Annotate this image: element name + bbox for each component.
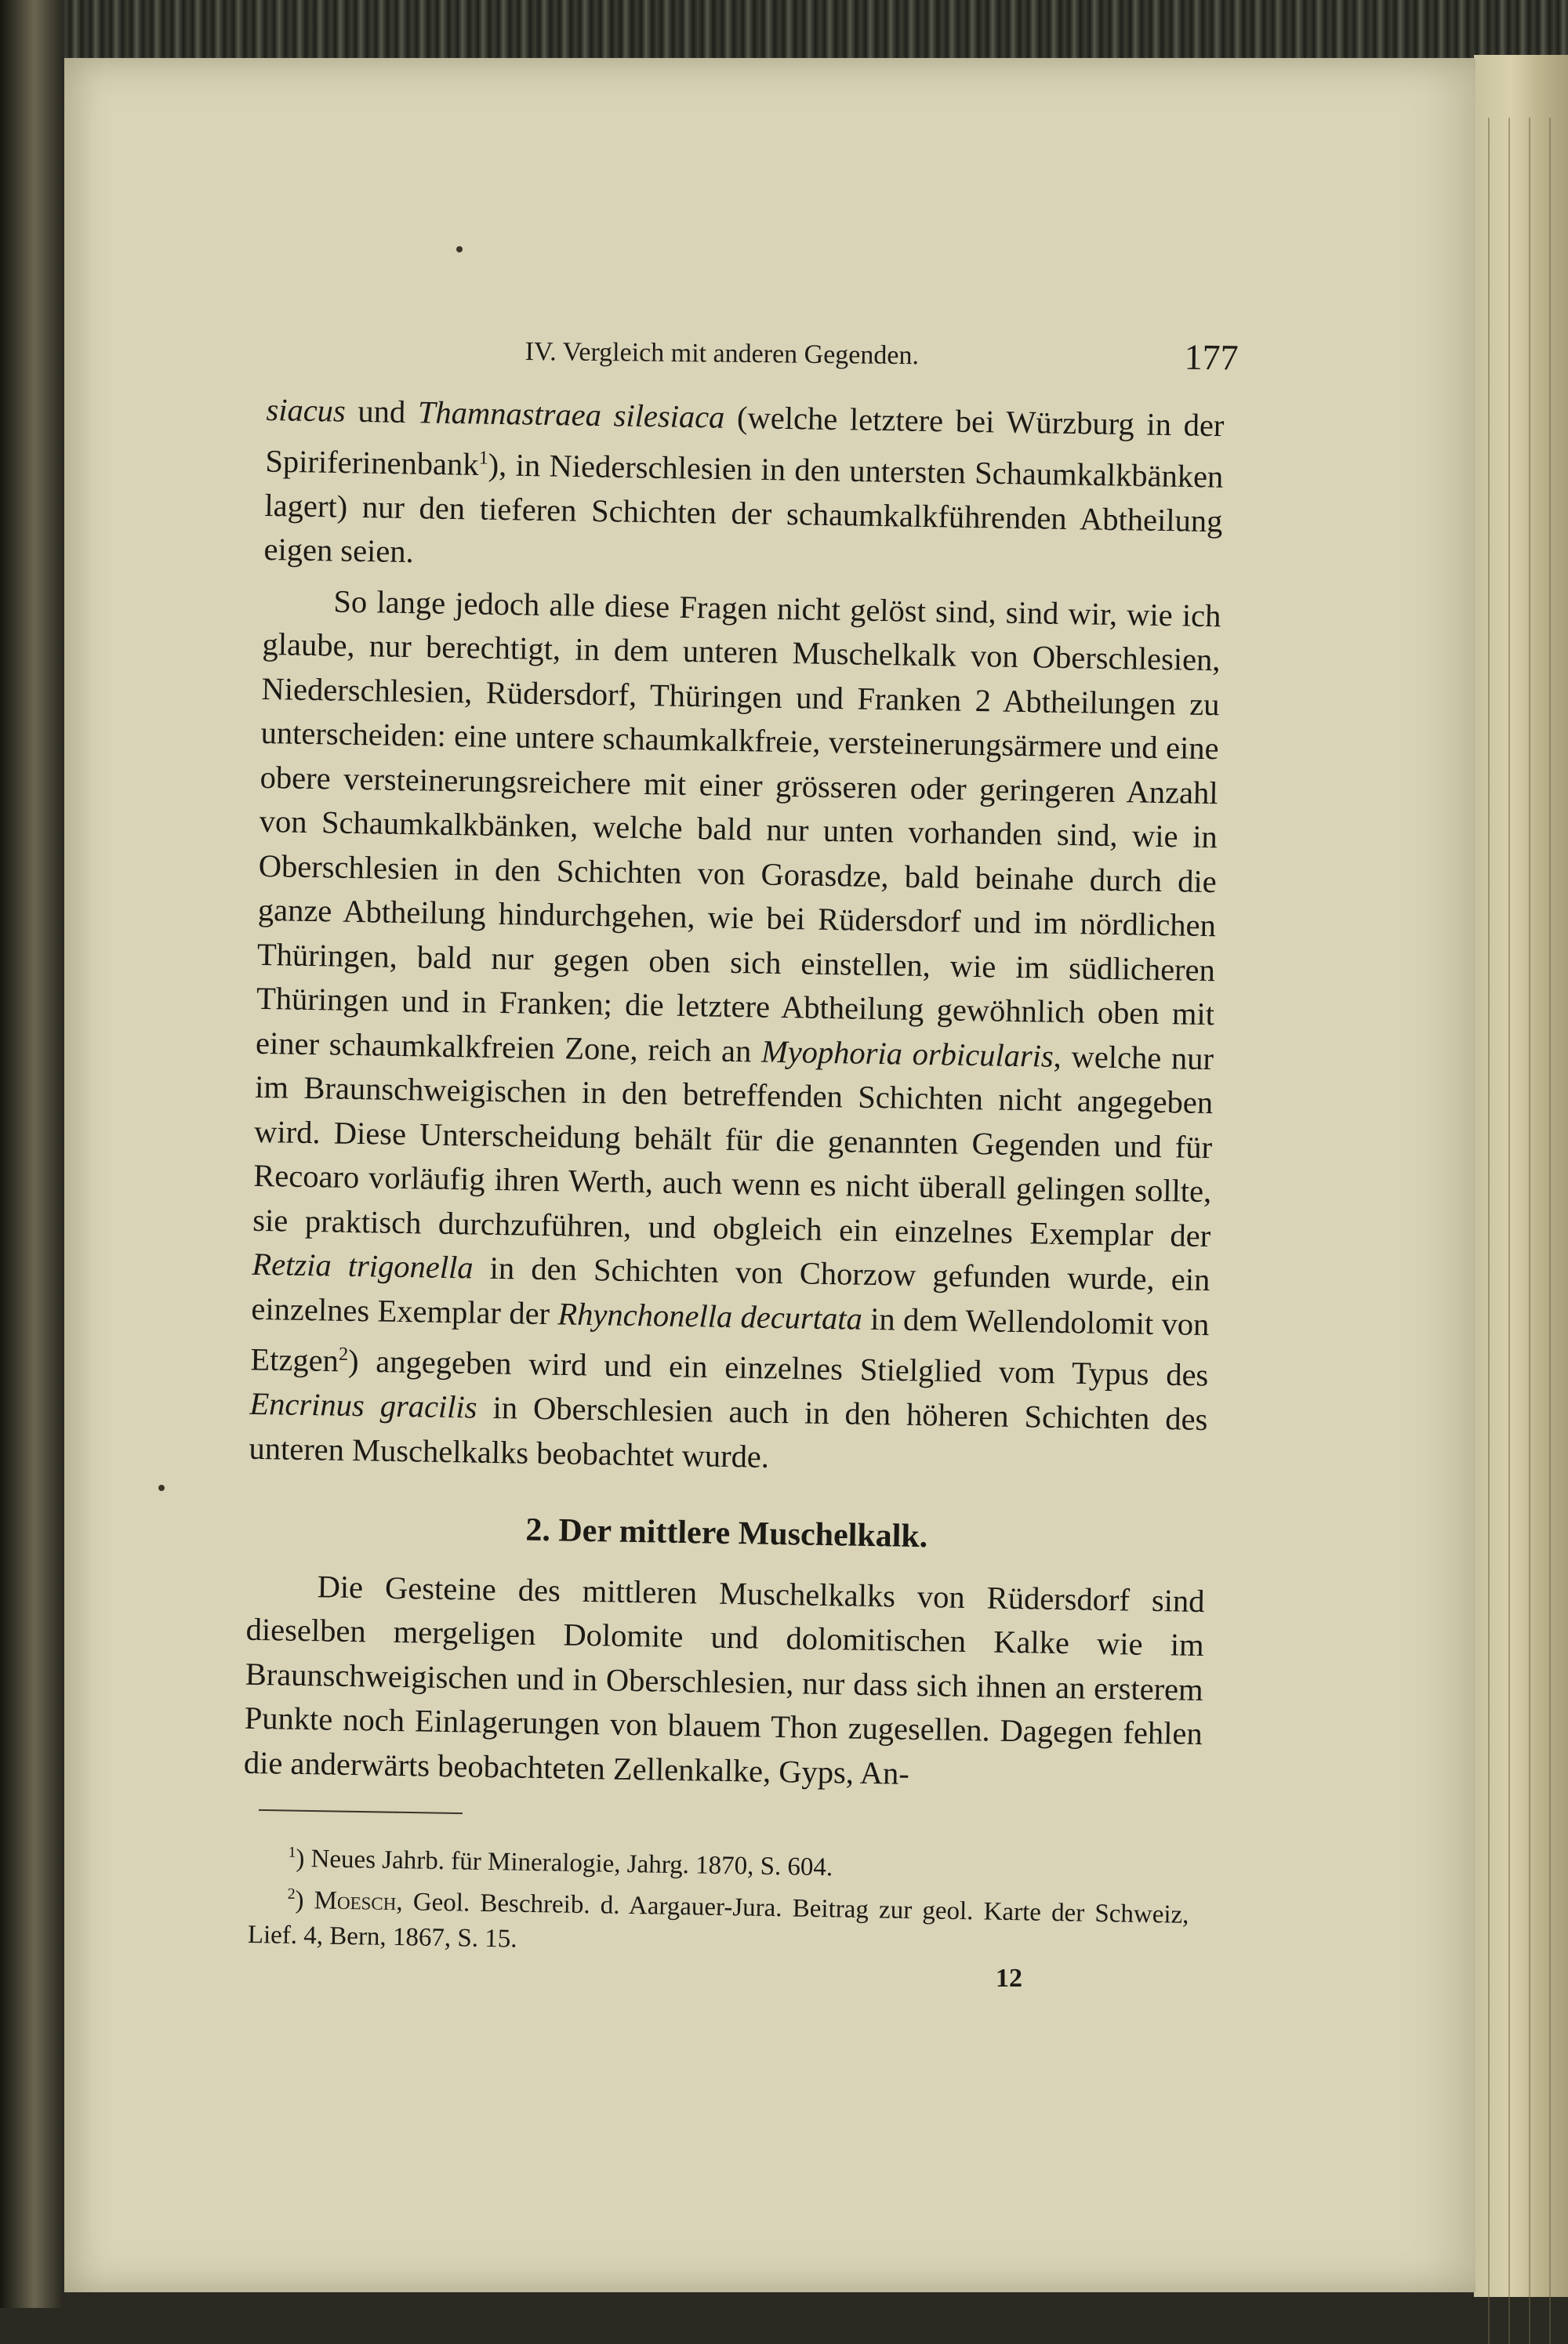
body-text bbox=[243, 388, 1224, 1801]
footnote-mark: 2 bbox=[338, 1343, 349, 1365]
page-edge-line bbox=[1529, 118, 1530, 2344]
text-run: , Geol. Beschreib. d. Aargauer-Jura. Beitrag zur geol. Karte der Schweiz, Lief. 4, Bern, 1867, S. 15. bbox=[247, 1888, 1189, 1954]
page-number: 177 bbox=[1184, 336, 1239, 378]
text-run: in dem Wellendolomit von Etzgen bbox=[250, 1301, 1210, 1379]
footnotes bbox=[247, 1834, 1189, 1968]
page-edge-line bbox=[1549, 118, 1551, 2344]
paragraph bbox=[263, 388, 1225, 588]
text-run: ) angegeben wird und ein einzelnes Stielglied vom Typus des bbox=[347, 1343, 1209, 1393]
running-head-title: IV. Vergleich mit anderen Gegenden. bbox=[524, 336, 920, 371]
text-run: Die Gesteine des mittleren Muschelkalks von Rüdersdorf sind dieselben mergeligen Dolomite und dolomitischen Kalke wie im Braunschweigischen und in Oberschlesien, nur dass sich ihnen an ersterem Punkte noch Einlagerungen von blauem Thon zugesellen. Dagegen fehlen die anderwärts beobachteten Zellenkalke, Gyps, An- bbox=[243, 1568, 1205, 1791]
text-run: ) Neues Jahrb. für Mineralogie, Jahrg. 1870, S. 604. bbox=[296, 1844, 833, 1882]
page-edge-line bbox=[1488, 118, 1490, 2344]
footnote-mark: 1 bbox=[288, 1843, 296, 1861]
text-run: ) bbox=[295, 1885, 314, 1915]
italic-text: Encrinus gracilis bbox=[249, 1385, 477, 1425]
text-run: in Oberschlesien auch in den höheren Schichten des unteren Muschelkalks beobachtet wurde. bbox=[249, 1389, 1208, 1475]
text-run: ), in Niederschlesien in den untersten Schaumkalkbänken lagert) nur den tieferen Schichten der schaumkalkführenden Abtheilung eigen seien. bbox=[263, 446, 1224, 570]
italic-text: Rhynchonella decurtata bbox=[557, 1295, 863, 1337]
signature-mark: 12 bbox=[996, 1964, 1022, 1993]
paragraph bbox=[249, 578, 1221, 1486]
book-binding-top bbox=[0, 0, 1568, 63]
text-run: , welche nur im Braunschweigischen in den betreffenden Schichten nicht angegeben wird. Diese Unterscheidung behält für die genannten Gegenden und für Recoaro vorläufig ihren Werth, auch wenn es nicht überall gelingen sollte, sie praktisch durchzuführen, und obgleich ein einzelnes Exemplar der bbox=[252, 1038, 1214, 1254]
italic-text: Myophoria orbicularis bbox=[760, 1033, 1054, 1074]
author-name: Moesch bbox=[314, 1886, 397, 1917]
italic-text: Thamnastraea silesiaca bbox=[417, 394, 725, 435]
footnote bbox=[247, 1876, 1189, 1968]
page-edge-line bbox=[1508, 118, 1510, 2344]
paper-speck bbox=[158, 1485, 165, 1491]
text-run: So lange jedoch alle diese Fragen nicht gelöst sind, sind wir, wie ich glaube, nur berechtigt, in dem unteren Muschelkalk von Oberschlesien, Niederschlesien, Rüdersdorf, Thüringen und Franken 2 Abtheilungen zu unterscheiden: eine untere schaumkalkfreie, versteinerungsärmere und eine obere versteinerungsreichere mit einer grösseren oder geringeren Anzahl von Schaumkalkbänken, welche bald nur unten vorhanden sind, wie in Oberschlesien in den Schichten von Gorasdze, bald beinahe durch die ganze Abtheilung hindurchgehen, wie bei Rüdersdorf und im nördlichen Thüringen, bald nur gegen oben sich einstellen, wie im südlicheren Thüringen und in Franken; die letztere Abtheilung gewöhnlich oben mit einer schaumkalkfreien Zone, reich an bbox=[255, 582, 1221, 1069]
footnote-mark: 2 bbox=[287, 1885, 296, 1903]
footnote-mark: 1 bbox=[478, 447, 489, 469]
paper-speck bbox=[456, 246, 463, 252]
text-run: in den Schichten von Chorzow gefunden wurde, ein einzelnes Exemplar der bbox=[251, 1250, 1210, 1331]
paragraph bbox=[243, 1563, 1205, 1801]
book-gutter bbox=[0, 0, 63, 2308]
page-edges bbox=[1474, 55, 1568, 2297]
italic-text: siacus bbox=[266, 391, 347, 429]
section-heading: 2. Der mittlere Muschelkalk. bbox=[525, 1511, 928, 1555]
text-run: und bbox=[345, 393, 419, 430]
text-run: (welche letztere bei Würzburg in der Spiriferinenbank bbox=[265, 399, 1225, 482]
italic-text: Retzia trigonella bbox=[252, 1246, 474, 1286]
